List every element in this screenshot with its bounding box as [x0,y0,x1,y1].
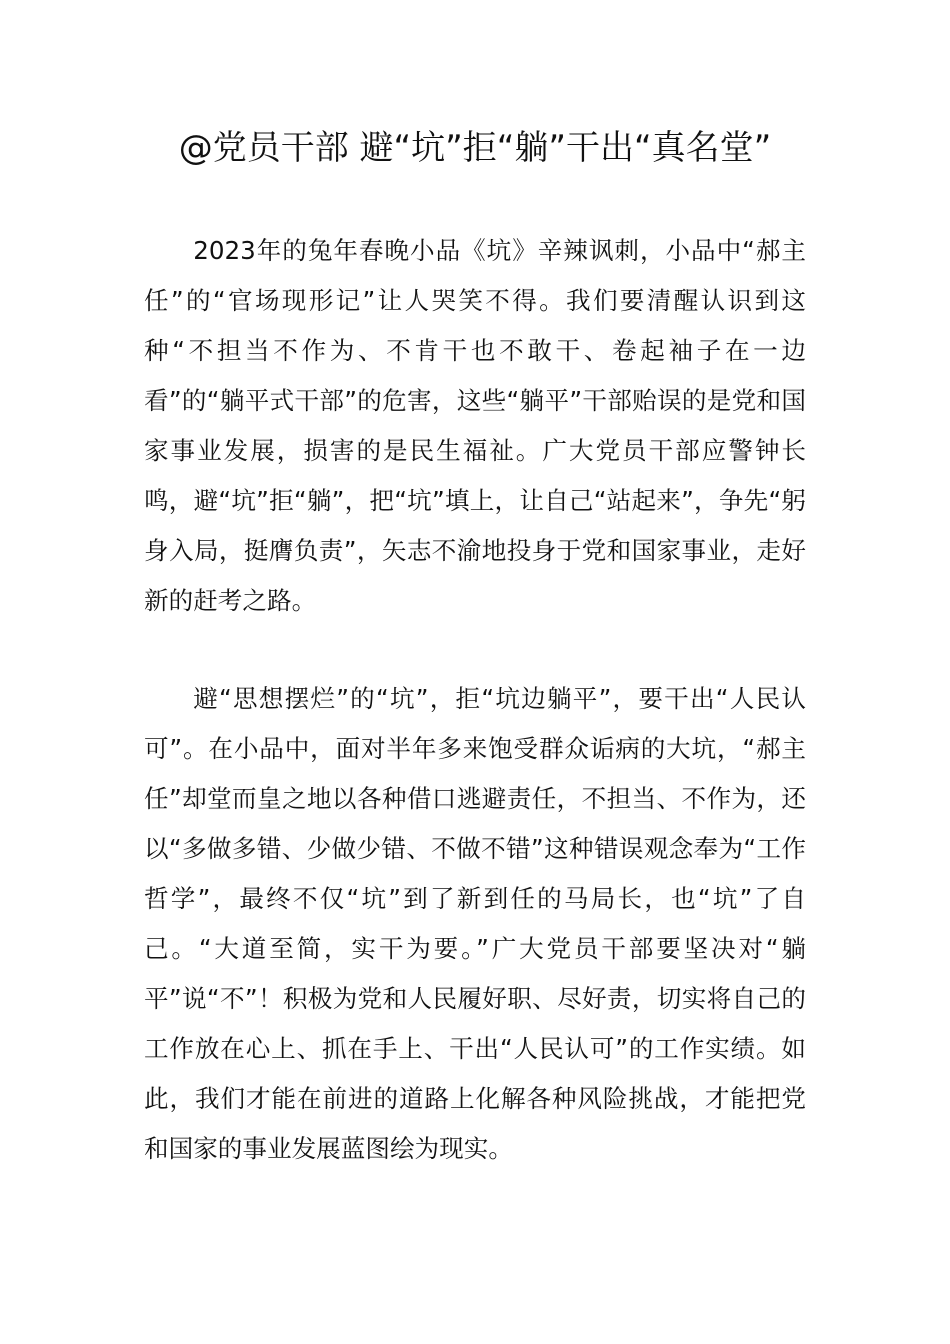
article-title: @党员干部 避“坑”拒“躺”干出“真名堂” [178,128,772,168]
article-paragraph: 2023年的兔年春晚小品《坑》辛辣讽刺，小品中“郝主任”的“官场现形记”让人哭笑不得。我们要清醒认识到这种“不担当不作为、不肯干也不敢干、卷起袖子在一边看”的“躺平式干部”的危害，这些“躺平”干部贻误的是党和国家事业发展，损害的是民生福祉。广大党员干部应警钟长鸣，避“坑”拒“躺”，把“坑”填上，让自己“站起来”，争先“躬身入局，挺膺负责”，矢志不渝地投身于党和国家事业，走好新的赶考之路。 [144,236,806,615]
article-paragraph: 避“思想摆烂”的“坑”，拒“坑边躺平”，要干出“人民认可”。在小品中，面对半年多来饱受群众诟病的大坑，“郝主任”却堂而皇之地以各种借口逃避责任，不担当、不作为，还以“多做多错、少做少错、不做不错”这种错误观念奉为“工作哲学”，最终不仅“坑”到了新到任的马局长，也“坑”了自己。“大道至简，实干为要。”广大党员干部要坚决对“躺平”说“不”！积极为党和人民履好职、尽好责，切实将自己的工作放在心上、抓在手上、干出“人民认可”的工作实绩。如此，我们才能在前进的道路上化解各种风险挑战，才能把党和国家的事业发展蓝图绘为现实。 [144,684,806,1163]
